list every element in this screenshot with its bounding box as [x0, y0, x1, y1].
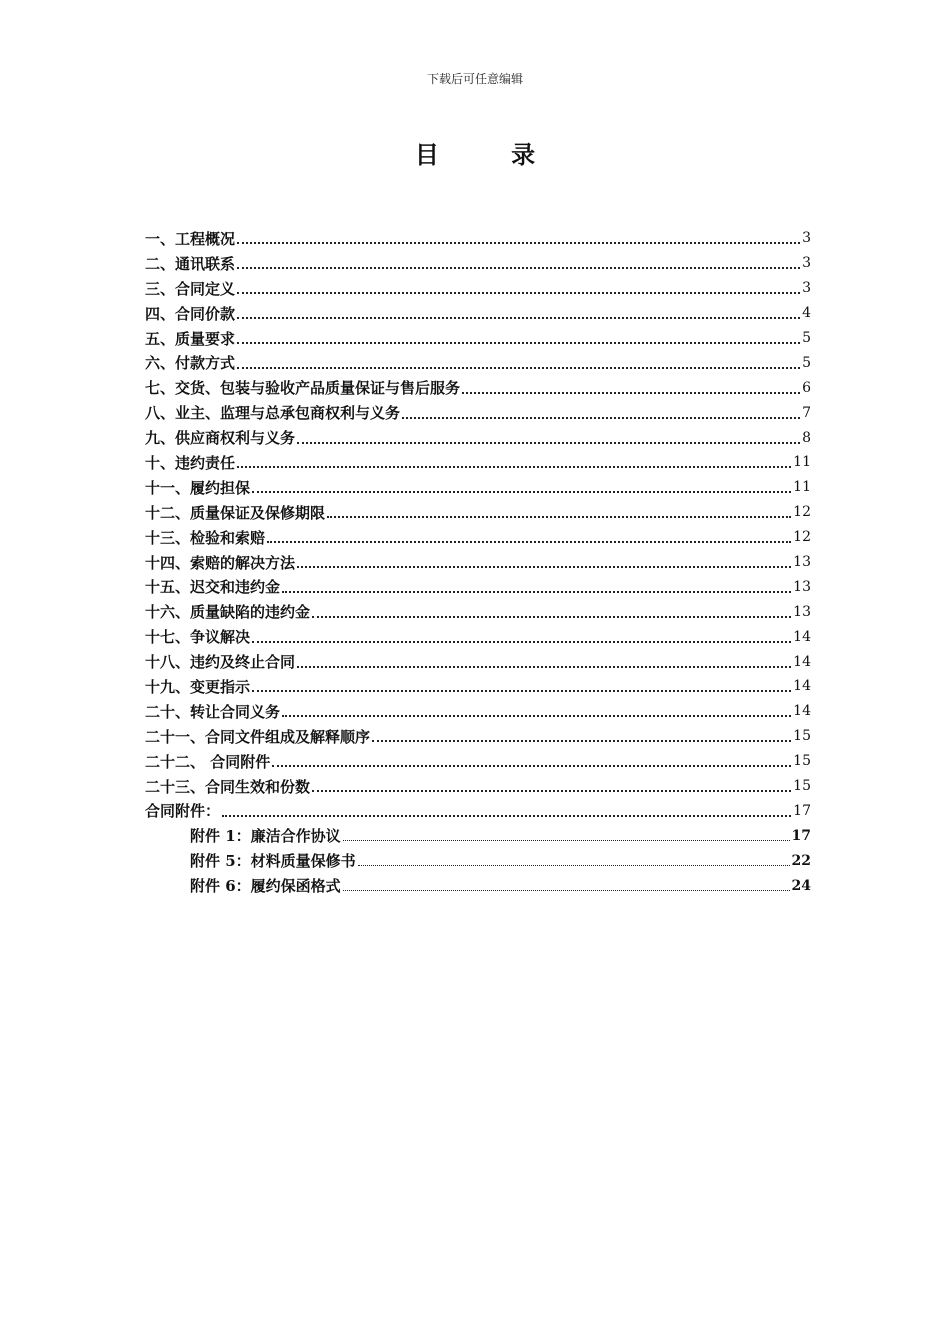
- toc-entry-label: 九、供应商权利与义务: [145, 429, 296, 448]
- toc-entry-page: 5: [802, 354, 811, 371]
- toc-entry-label: 八、业主、监理与总承包商权利与义务: [145, 404, 401, 423]
- toc-entry-18[interactable]: [145, 649, 811, 674]
- toc-entry-14[interactable]: [145, 550, 811, 575]
- toc-entry-1[interactable]: [145, 226, 811, 251]
- table-of-contents: [145, 226, 811, 898]
- toc-leader-dots: [237, 353, 800, 369]
- toc-entry-5[interactable]: [145, 326, 811, 351]
- toc-entry-label: 三、合同定义: [145, 279, 236, 298]
- toc-subentry-label: 附件 6：履约保函格式: [190, 877, 341, 896]
- toc-leader-dots: [297, 428, 800, 444]
- toc-leader-dots: [462, 378, 800, 394]
- toc-entry-page: 8: [802, 429, 811, 446]
- toc-subentry-3[interactable]: [145, 873, 811, 898]
- toc-entry-page: 12: [793, 504, 811, 521]
- toc-entry-page: 6: [802, 379, 811, 396]
- toc-subentry-page: 24: [791, 877, 811, 894]
- toc-entry-label: 十七、争议解决: [145, 628, 251, 647]
- toc-leader-dots: [327, 502, 791, 518]
- toc-entry-page: 11: [793, 479, 811, 496]
- toc-entry-label: 十九、变更指示: [145, 677, 251, 696]
- toc-leader-dots: [252, 477, 791, 493]
- toc-entry-label: 十四、索赔的解决方法: [145, 553, 296, 572]
- toc-leader-dots: [252, 676, 791, 692]
- toc-leader-dots: [272, 751, 791, 767]
- toc-leader-dots: [312, 602, 791, 618]
- toc-entry-page: 14: [793, 678, 811, 695]
- toc-entry-page: 11: [793, 454, 811, 471]
- toc-entry-20[interactable]: [145, 699, 811, 724]
- toc-entry-page: 13: [793, 603, 811, 620]
- toc-entry-label: 二十、转让合同义务: [145, 702, 281, 721]
- toc-entry-label: 十、违约责任: [145, 453, 236, 472]
- toc-entry-page: 13: [793, 554, 811, 571]
- toc-leader-dots: [297, 652, 791, 668]
- toc-subentry-page: 22: [791, 852, 811, 869]
- toc-leader-dots: [237, 228, 800, 244]
- toc-leader-dots: [312, 776, 791, 792]
- toc-entry-label: 十六、质量缺陷的违约金: [145, 603, 311, 622]
- toc-leader-dots: [222, 801, 791, 817]
- toc-entry-7[interactable]: [145, 375, 811, 400]
- toc-entry-label: 七、交货、包装与验收产品质量保证与售后服务: [145, 379, 461, 398]
- toc-leader-dots: [372, 726, 791, 742]
- toc-subentry-label: 附件 5：材料质量保修书: [190, 852, 356, 871]
- toc-leader-dots: [343, 827, 790, 841]
- toc-entry-page: 4: [802, 305, 811, 322]
- toc-entry-label: 十三、检验和索赔: [145, 528, 266, 547]
- toc-entry-page: 14: [793, 628, 811, 645]
- toc-entry-label: 十二、质量保证及保修期限: [145, 503, 326, 522]
- toc-entry-label: 十八、违约及终止合同: [145, 653, 296, 672]
- toc-entry-4[interactable]: [145, 301, 811, 326]
- page-title: 目 录: [414, 140, 568, 169]
- toc-entry-page: 14: [793, 703, 811, 720]
- toc-entry-page: 13: [793, 578, 811, 595]
- toc-entry-page: 7: [802, 404, 811, 421]
- toc-entry-10[interactable]: [145, 450, 811, 475]
- toc-leader-dots: [282, 577, 791, 593]
- toc-leader-dots: [267, 527, 791, 543]
- toc-entry-page: 3: [802, 230, 811, 247]
- toc-leader-dots: [297, 552, 791, 568]
- toc-subentry-page: 17: [791, 827, 811, 844]
- toc-entry-label: 五、质量要求: [145, 329, 236, 348]
- toc-entry-16[interactable]: [145, 599, 811, 624]
- toc-entry-9[interactable]: [145, 425, 811, 450]
- toc-entry-label: 合同附件：: [145, 802, 221, 821]
- toc-leader-dots: [282, 701, 791, 717]
- toc-subentry-2[interactable]: [145, 848, 811, 873]
- toc-entry-12[interactable]: [145, 500, 811, 525]
- toc-entry-label: 二十一、合同文件组成及解释顺序: [145, 727, 371, 746]
- toc-entry-6[interactable]: [145, 350, 811, 375]
- toc-entry-3[interactable]: [145, 276, 811, 301]
- toc-entry-22[interactable]: [145, 749, 811, 774]
- toc-entry-19[interactable]: [145, 674, 811, 699]
- toc-entry-page: 3: [802, 255, 811, 272]
- toc-leader-dots: [402, 403, 800, 419]
- toc-entry-page: 15: [793, 728, 811, 745]
- toc-leader-dots: [343, 877, 790, 891]
- toc-entry-label: 二、通讯联系: [145, 254, 236, 273]
- toc-entry-page: 12: [793, 529, 811, 546]
- toc-entry-label: 二十二、 合同附件: [145, 752, 271, 771]
- toc-entry-label: 十五、迟交和违约金: [145, 578, 281, 597]
- toc-subentry-1[interactable]: [145, 823, 811, 848]
- toc-leader-dots: [358, 852, 790, 866]
- toc-leader-dots: [237, 253, 800, 269]
- toc-leader-dots: [237, 328, 800, 344]
- toc-entry-page: 14: [793, 653, 811, 670]
- toc-entry-21[interactable]: [145, 724, 811, 749]
- toc-entry-15[interactable]: [145, 574, 811, 599]
- toc-entry-page: 3: [802, 280, 811, 297]
- toc-leader-dots: [237, 278, 800, 294]
- toc-entry-page: 5: [802, 330, 811, 346]
- toc-entry-2[interactable]: [145, 251, 811, 276]
- toc-entry-label: 六、付款方式: [145, 354, 236, 373]
- toc-entry-8[interactable]: [145, 400, 811, 425]
- toc-leader-dots: [237, 452, 791, 468]
- header-note: 下载后可任意编辑: [426, 72, 523, 86]
- toc-entry-label: 四、合同价款: [145, 304, 236, 323]
- toc-entry-13[interactable]: [145, 525, 811, 550]
- toc-leader-dots: [252, 627, 791, 643]
- toc-entry-11[interactable]: [145, 475, 811, 500]
- toc-entry-label: 一、工程概况: [145, 229, 236, 248]
- toc-entry-page: 15: [793, 778, 811, 795]
- toc-entry-17[interactable]: [145, 624, 811, 649]
- toc-entry-label: 十一、履约担保: [145, 478, 251, 497]
- toc-entry-label: 二十三、合同生效和份数: [145, 777, 311, 796]
- toc-entry-23[interactable]: [145, 774, 811, 799]
- toc-entry-page: 15: [793, 753, 811, 770]
- toc-subentry-label: 附件 1：廉洁合作协议: [190, 827, 341, 846]
- toc-entry-24[interactable]: [145, 798, 811, 823]
- toc-entry-page: 17: [793, 802, 811, 819]
- toc-leader-dots: [237, 303, 800, 319]
